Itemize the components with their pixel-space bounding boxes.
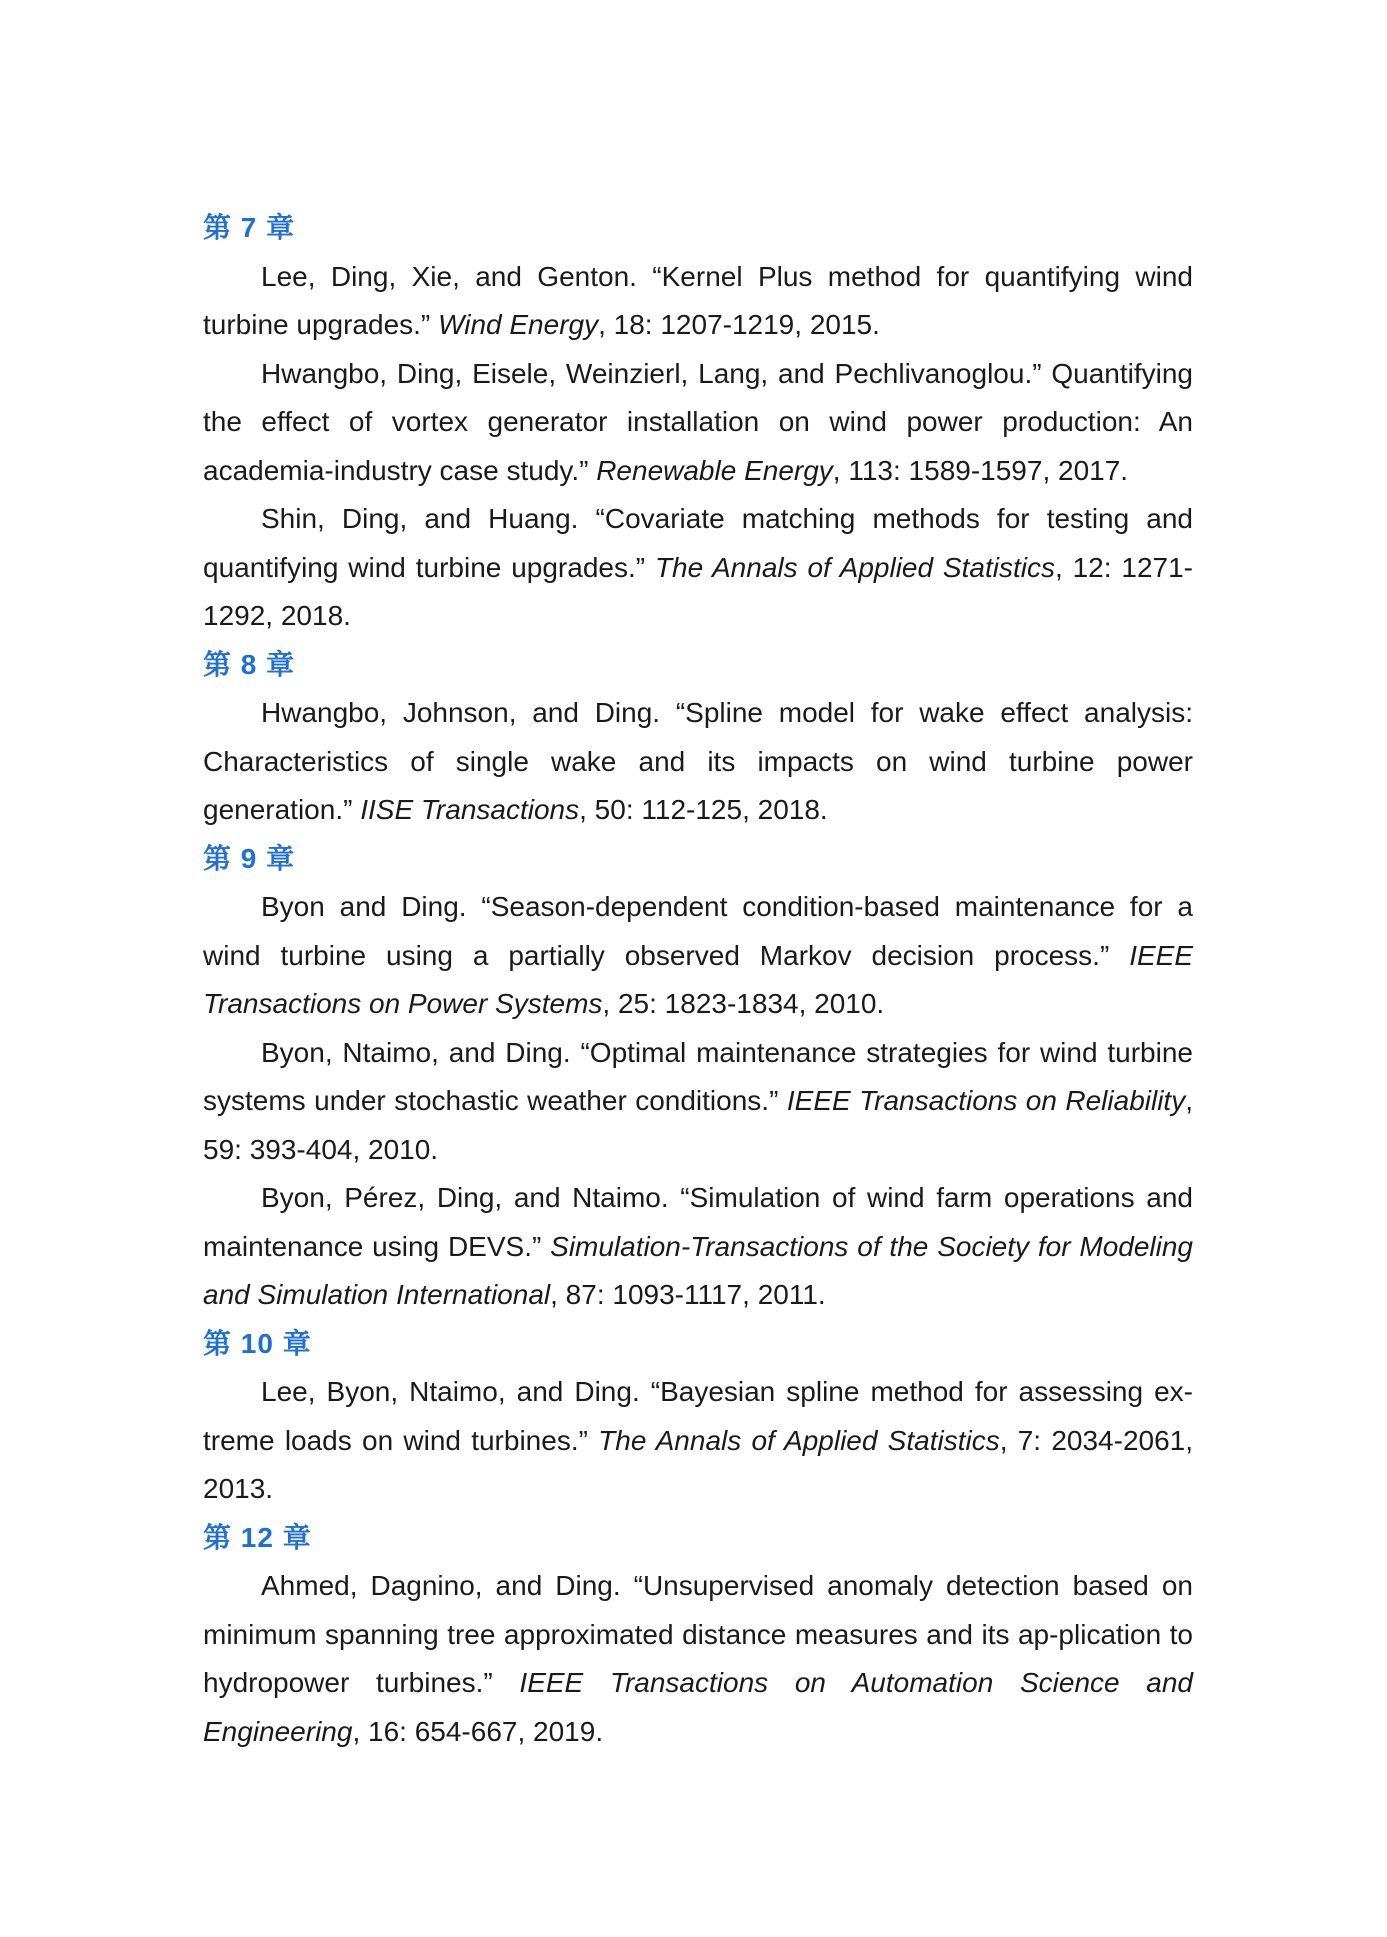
reference-text: Shin, Ding, and Huang. “Covariate matching methods for testing and quantifying wind turbine upgrades.” [203, 503, 1193, 583]
journal-name: Renewable Energy [596, 454, 833, 486]
chapter-heading: 第 7 章 [203, 212, 296, 243]
reference-entry [203, 689, 1193, 835]
chapter-heading: 第 10 章 [203, 1327, 312, 1359]
chapter-section [203, 1320, 1193, 1514]
reference-entry [203, 495, 1193, 641]
chapter-heading: 第 9 章 [203, 842, 296, 874]
reference-entry [203, 1368, 1193, 1514]
reference-details: , 18: 1207-1219, 2015. [598, 309, 880, 340]
reference-text: Byon, Pérez, Ding, and Ntaimo. “Simulation of wind farm operations and maintenance using DEVS.” [203, 1182, 1193, 1262]
reference-entry [203, 1029, 1193, 1175]
chapter-heading: 第 8 章 [203, 648, 296, 680]
reference-details: , 87: 1093-1117, 2011. [550, 1279, 826, 1310]
reference-text: Byon, Ntaimo, and Ding. “Optimal maintenance strategies for wind turbine systems under stochastic weather conditions.” [203, 1036, 1193, 1116]
reference-details: , 12: 1271-1292, 2018. [203, 551, 1193, 631]
reference-details: , 25: 1823-1834, 2010. [602, 988, 885, 1019]
journal-name: IEEE Transactions on Power Systems [203, 939, 1193, 1019]
reference-entry [203, 883, 1193, 1029]
journal-name: IISE Transactions [360, 794, 580, 825]
chapter-section [203, 1514, 1193, 1757]
journal-name: The Annals of Applied Statistics [654, 551, 1055, 583]
reference-details: , 50: 112-125, 2018. [579, 794, 828, 825]
journal-name: Simulation-Transactions of the Society for Modeling and Simulation International [203, 1230, 1193, 1310]
reference-text: Byon and Ding. “Season-dependent condition-based maintenance for a wind turbine using a partially observed Markov decision process.” [203, 891, 1193, 971]
chapter-section [203, 835, 1193, 1320]
reference-details: , 7: 2034-2061, 2013. [203, 1424, 1194, 1504]
reference-details: , 59: 393-404, 2010. [203, 1085, 1193, 1165]
reference-text: Ahmed, Dagnino, and Ding. “Unsupervised anomaly detection based on minimum spanning tree approximated distance measures and its ap-plication to hydropower turbines.” [203, 1570, 1193, 1698]
chapter-heading: 第 12 章 [203, 1521, 312, 1553]
journal-name: The Annals of Applied Statistics [598, 1424, 1000, 1456]
journal-name: IEEE Transactions on Reliability [786, 1085, 1186, 1116]
reference-details: , 16: 654-667, 2019. [352, 1715, 604, 1747]
reference-text: Hwangbo, Johnson, and Ding. “Spline model for wake effect analysis: Characteristics of single wake and its impacts on wind turbine power generation.” [203, 697, 1193, 825]
reference-list [203, 204, 1193, 1756]
journal-name: Wind Energy [438, 309, 599, 340]
reference-entry [203, 350, 1193, 496]
journal-name: IEEE Transactions on Automation Science and Engineering [203, 1667, 1193, 1747]
chapter-section [203, 641, 1193, 835]
reference-text: Lee, Ding, Xie, and Genton. “Kernel Plus method for quantifying wind turbine upgrades.” [203, 260, 1193, 340]
reference-details: , 113: 1589-1597, 2017. [832, 454, 1129, 486]
reference-entry [203, 1174, 1193, 1320]
reference-text: Hwangbo, Ding, Eisele, Weinzierl, Lang, and Pechlivanoglou.” Quantifying the effect of vortex generator installation on wind power production: An academia-industry case study.” [203, 357, 1193, 486]
chapter-section [203, 204, 1193, 641]
reference-text: Lee, Byon, Ntaimo, and Ding. “Bayesian spline method for assessing ex-treme loads on wind turbines.” [203, 1376, 1193, 1456]
reference-entry [203, 1562, 1193, 1756]
reference-entry [203, 253, 1193, 350]
